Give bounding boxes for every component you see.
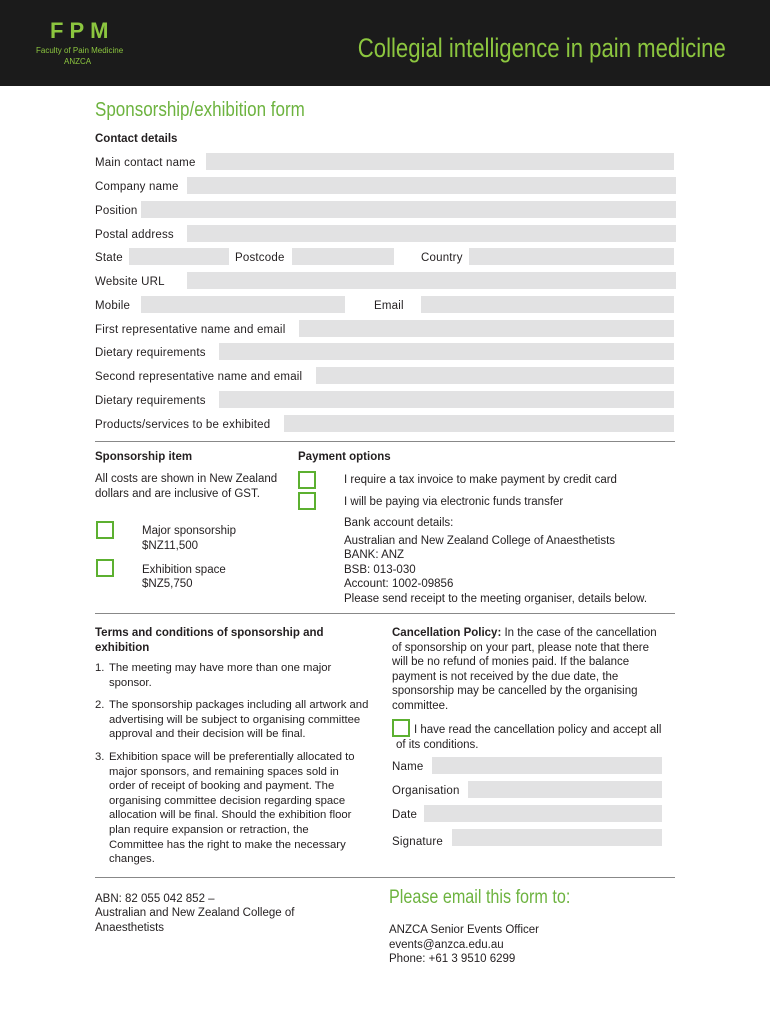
position-label: Position — [95, 205, 138, 217]
organisation-label: Organisation — [392, 785, 460, 797]
terms-list — [95, 661, 377, 875]
cancellation-text: In the case of the cancellation of sponsorship on your part, please note that there will be no refund of monies paid. If the balance payment is not received by the due date, the sponsorship may be cancelled by the organising committee. — [392, 627, 657, 712]
college-name: Australian and New Zealand College of Anaesthetists — [95, 907, 295, 934]
first-rep-label: First representative name and email — [95, 324, 286, 336]
bank-bsb: BSB: 013-030 — [344, 564, 416, 576]
sponsorship-heading: Sponsorship item — [95, 451, 193, 463]
section-divider-3 — [95, 877, 675, 878]
section-divider — [95, 441, 675, 442]
main-contact-label: Main contact name — [95, 157, 196, 169]
main-contact-field[interactable] — [206, 153, 674, 170]
date-field[interactable] — [424, 805, 662, 822]
position-field[interactable] — [141, 201, 676, 218]
dietary2-label: Dietary requirements — [95, 395, 206, 407]
cancellation-agree-label: I have read the cancellation policy and accept all of its conditions. — [396, 724, 662, 751]
dietary1-field[interactable] — [219, 343, 674, 360]
terms-item — [95, 750, 377, 867]
terms-item — [95, 661, 377, 690]
major-sponsorship-label: Major sponsorship — [142, 525, 236, 537]
terms-item-text: Exhibition space will be preferentially allocated to major sponsors, and remaining spaces sold in order of receipt of booking and payment. The organising committee decision regarding space allocation will be final. Should the exhibition floor plan require expansion or retraction, the Committee has the right to make the necessary changes. — [109, 750, 355, 866]
logo-subtitle: Faculty of Pain Medicine — [36, 46, 124, 55]
company-label: Company name — [95, 181, 179, 193]
email-label: Email — [374, 300, 404, 312]
header-tagline: Collegial intelligence in pain medicine — [357, 33, 726, 63]
bank-account-number: Account: 1002-09856 — [344, 578, 454, 590]
exhibition-space-price: $NZ5,750 — [142, 578, 193, 590]
first-rep-field[interactable] — [299, 320, 674, 337]
state-field[interactable] — [129, 248, 229, 265]
country-field[interactable] — [469, 248, 674, 265]
state-label: State — [95, 252, 123, 264]
terms-item — [95, 698, 377, 742]
terms-item-number: 3. — [95, 750, 105, 763]
exhibition-space-label: Exhibition space — [142, 564, 226, 576]
signature-field[interactable] — [452, 829, 662, 846]
terms-item-text: The meeting may have more than one major sponsor. — [109, 662, 332, 689]
email-field[interactable] — [421, 296, 674, 313]
terms-item-number: 2. — [95, 699, 105, 712]
logo-subtitle-anzca: ANZCA — [64, 57, 92, 66]
second-rep-label: Second representative name and email — [95, 371, 303, 383]
exhibition-space-checkbox[interactable] — [96, 559, 114, 577]
mobile-label: Mobile — [95, 300, 131, 312]
postcode-field[interactable] — [292, 248, 394, 265]
bank-name: BANK: ANZ — [344, 549, 405, 561]
eft-checkbox[interactable] — [298, 492, 316, 510]
name-field[interactable] — [432, 757, 662, 774]
contact-email[interactable]: events@anzca.edu.au — [389, 939, 504, 951]
dietary1-label: Dietary requirements — [95, 347, 206, 359]
dietary2-field[interactable] — [219, 391, 674, 408]
organisation-field[interactable] — [468, 781, 662, 798]
section-divider-2 — [95, 613, 675, 614]
major-sponsorship-price: $NZ11,500 — [142, 540, 199, 552]
postal-address-label: Postal address — [95, 229, 174, 241]
abn-text: ABN: 82 055 042 852 – — [95, 893, 215, 905]
terms-heading: Terms and conditions of sponsorship and exhibition — [95, 627, 324, 654]
mobile-field[interactable] — [141, 296, 345, 313]
bank-details-heading: Bank account details: — [344, 517, 454, 529]
form-title: Sponsorship/exhibition form — [95, 99, 305, 121]
eft-label: I will be paying via electronic funds transfer — [344, 496, 564, 508]
payment-heading: Payment options — [298, 451, 391, 463]
name-label: Name — [392, 761, 424, 773]
page-header — [0, 0, 770, 86]
fpm-logo: FPM — [50, 18, 115, 43]
bank-account-name: Australian and New Zealand College of Anaesthetists — [344, 535, 616, 547]
website-field[interactable] — [187, 272, 676, 289]
major-sponsorship-checkbox[interactable] — [96, 521, 114, 539]
cancellation-policy — [392, 626, 667, 714]
date-label: Date — [392, 809, 418, 821]
receipt-note: Please send receipt to the meeting organiser, details below. — [344, 593, 648, 605]
postal-address-field[interactable] — [187, 225, 676, 242]
products-label: Products/services to be exhibited — [95, 419, 271, 431]
website-label: Website URL — [95, 276, 165, 288]
contact-phone: Phone: +61 3 9510 6299 — [389, 953, 516, 965]
credit-card-label: I require a tax invoice to make payment by credit card — [344, 474, 617, 486]
products-field[interactable] — [284, 415, 674, 432]
country-label: Country — [421, 252, 463, 264]
company-field[interactable] — [187, 177, 676, 194]
events-officer: ANZCA Senior Events Officer — [389, 924, 539, 936]
cancellation-heading: Cancellation Policy: — [392, 627, 502, 639]
credit-card-checkbox[interactable] — [298, 471, 316, 489]
sponsorship-intro: All costs are shown in New Zealand dollars and are inclusive of GST. — [95, 473, 278, 500]
contact-details-heading: Contact details — [95, 133, 178, 145]
postcode-label: Postcode — [235, 252, 285, 264]
terms-item-number: 1. — [95, 662, 105, 674]
terms-item-text: The sponsorship packages including all artwork and advertising will be subject to organising committee approval and their decision will be final. — [109, 699, 369, 741]
signature-label: Signature — [392, 836, 444, 848]
second-rep-field[interactable] — [316, 367, 674, 384]
email-heading: Please email this form to: — [389, 887, 571, 908]
